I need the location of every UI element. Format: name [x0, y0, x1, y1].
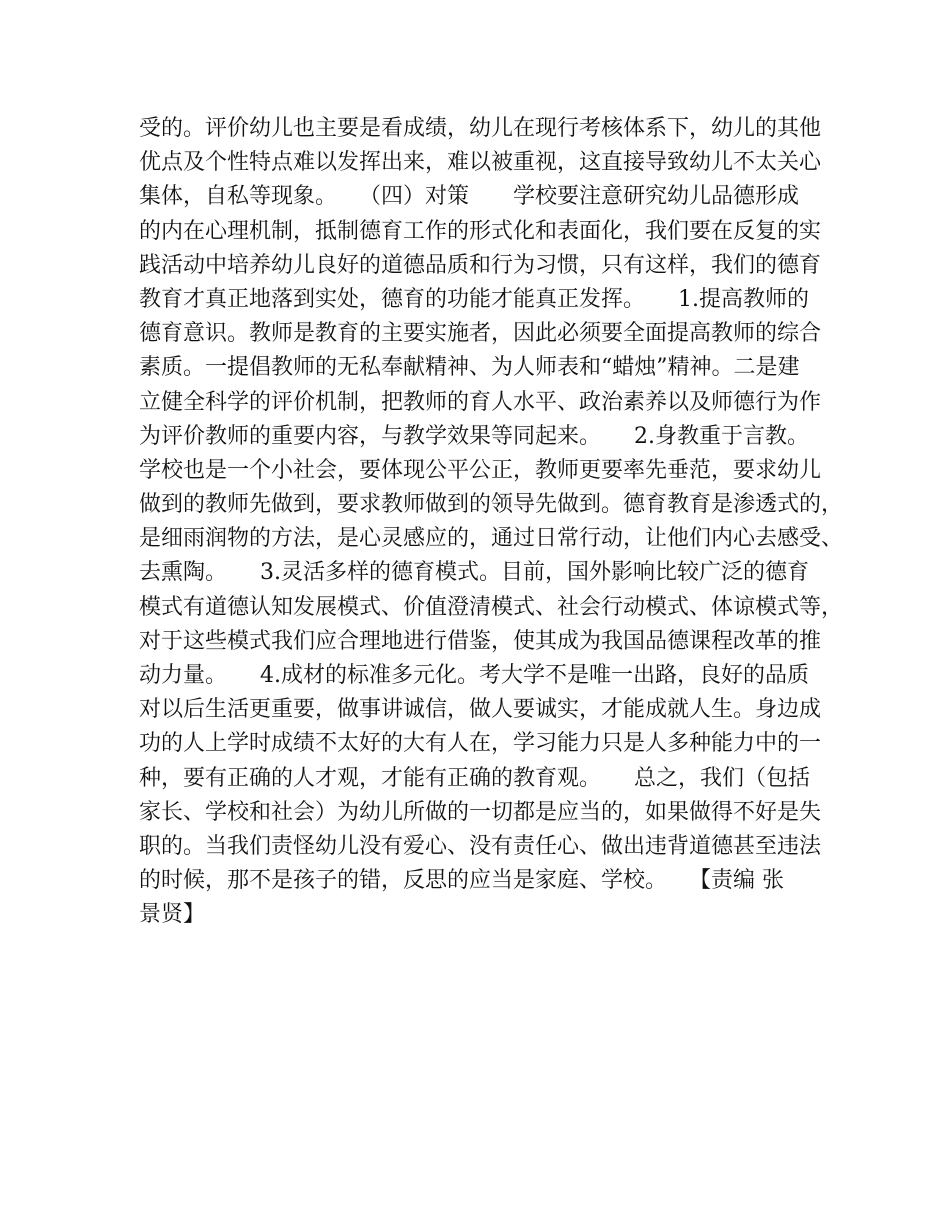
text-line: 教育才真正地落到实处，德育的功能才能真正发挥。 1.提高教师的 — [139, 286, 809, 312]
text-line: 是细雨润物的方法，是心灵感应的，通过日常行动，让他们内心去感受、 — [139, 526, 844, 552]
text-line: 的内在心理机制，抵制德育工作的形式化和表面化，我们要在反复的实 — [139, 218, 822, 244]
body-text — [139, 112, 844, 933]
text-line: 种，要有正确的人才观，才能有正确的教育观。 总之，我们（包括 — [139, 765, 811, 791]
text-line: 家长、学校和社会）为幼儿所做的一切都是应当的，如果做得不好是失 — [139, 799, 822, 825]
text-line: 的时候，那不是孩子的错，反思的应当是家庭、学校。 【责编 张 — [139, 868, 784, 894]
text-line: 对以后生活更重要，做事讲诚信，做人要诚实，才能成就人生。身边成 — [139, 697, 822, 723]
text-line: 学校也是一个小社会，要体现公平公正，教师更要率先垂范，要求幼儿 — [139, 457, 822, 483]
text-line: 为评价教师的重要内容，与教学效果等同起来。 2.身教重于言教。 — [139, 423, 809, 449]
text-line: 职的。当我们责怪幼儿没有爱心、没有责任心、做出违背道德甚至违法 — [139, 833, 822, 859]
text-line: 德育意识。教师是教育的主要实施者，因此必须要全面提高教师的综合 — [139, 321, 822, 347]
text-line: 去熏陶。 3.灵活多样的德育模式。目前，国外影响比较广泛的德育 — [139, 560, 809, 586]
text-line: 集体，自私等现象。 （四）对策 学校要注意研究幼儿品德形成 — [139, 184, 800, 210]
text-line: 功的人上学时成绩不太好的大有人在，学习能力只是人多种能力中的一 — [139, 731, 822, 757]
text-line: 立健全科学的评价机制，把教师的育人水平、政治素养以及师德行为作 — [139, 389, 822, 415]
text-line: 模式有道德认知发展模式、价值澄清模式、社会行动模式、体谅模式等， — [139, 594, 844, 620]
text-line: 做到的教师先做到，要求教师做到的领导先做到。德育教育是渗透式的， — [139, 492, 844, 518]
text-line: 素质。一提倡教师的无私奉献精神、为人师表和“蜡烛”精神。二是建 — [139, 355, 800, 381]
text-line: 景贤】 — [139, 902, 206, 928]
text-line: 动力量。 4.成材的标准多元化。考大学不是唯一出路，良好的品质 — [139, 663, 809, 688]
text-line: 优点及个性特点难以发挥出来，难以被重视，这直接导致幼儿不太关心 — [139, 150, 822, 176]
text-line: 受的。评价幼儿也主要是看成绩，幼儿在现行考核体系下，幼儿的其他 — [139, 116, 822, 141]
text-line: 对于这些模式我们应合理地进行借鉴，使其成为我国品德课程改革的推 — [139, 628, 822, 654]
text-line: 践活动中培养幼儿良好的道德品质和行为习惯，只有这样，我们的德育 — [139, 252, 822, 278]
